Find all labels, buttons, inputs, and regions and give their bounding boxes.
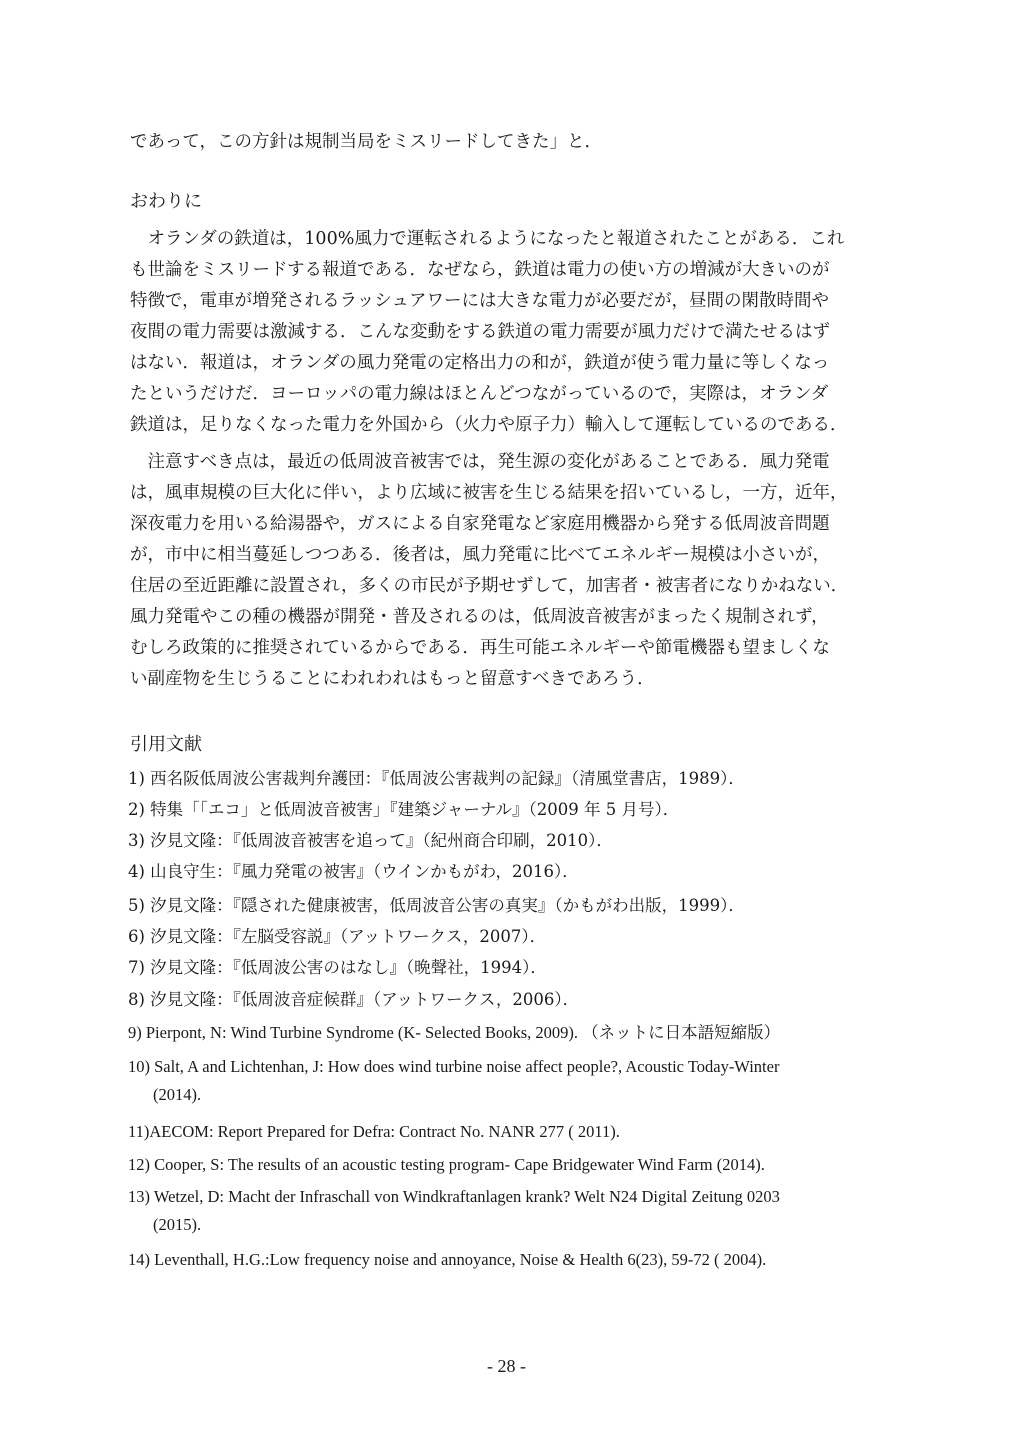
reference-item: 7) 汐見文隆：『低周波公害のはなし』（晩聲社，1994）．	[128, 958, 547, 977]
conclusion-heading: おわりに	[130, 191, 202, 212]
conclusion-line: 特徴で，電車が増発されるラッシュアワーには大きな電力が必要だが，昼間の閑散時間や	[130, 291, 829, 311]
reference-item: 4) 山良守生：『風力発電の被害』（ウインかもがわ，2016）．	[128, 862, 579, 881]
reference-item: 1) 西名阪低周波公害裁判弁護団：『低周波公害裁判の記録』（清風堂書店，1989）．	[128, 769, 745, 788]
conclusion-line: むしろ政策的に推奨されているからである．再生可能エネルギーや節電機器も望ましくな	[130, 638, 830, 658]
reference-item: 3) 汐見文隆：『低周波音被害を追って』（紀州商合印刷，2010）．	[128, 831, 613, 850]
reference-item: 11)AECOM: Report Prepared for Defra: Contract No. NANR 277 ( 2011).	[128, 1122, 620, 1141]
reference-item: 9) Pierpont, N: Wind Turbine Syndrome (K- Selected Books, 2009). （ネットに日本語短縮版）	[128, 1023, 781, 1042]
reference-item: 13) Wetzel, D: Macht der Infraschall von Windkraftanlagen krank? Welt N24 Digital Zeitung 0203	[128, 1187, 780, 1206]
conclusion-line: も世論をミスリードする報道である．なぜなら，鉄道は電力の使い方の増減が大きいのが	[130, 260, 830, 280]
conclusion-line: 夜間の電力需要は激減する．こんな変動をする鉄道の電力需要が風力だけで満たせるはず	[130, 322, 830, 342]
conclusion-line: 風力発電やこの種の機器が開発・普及されるのは，低周波音被害がまったく規制されず，	[130, 607, 829, 627]
conclusion-line: 鉄道は，足りなくなった電力を外国から（火力や原子力）輸入して運転しているのである．	[130, 415, 848, 435]
references-heading: 引用文献	[130, 734, 202, 755]
reference-item: 5) 汐見文隆：『隠された健康被害，低周波音公害の真実』（かもがわ出版，1999）．	[128, 896, 745, 915]
conclusion-line: たというだけだ．ヨーロッパの電力線はほとんどつながっているので，実際は，オランダ	[130, 384, 829, 404]
reference-item: 8) 汐見文隆：『低周波音症候群』（アットワークス，2006）．	[128, 990, 580, 1009]
conclusion-line: が，市中に相当蔓延しつつある．後者は，風力発電に比べてエネルギー規模は小さいが，	[130, 545, 830, 565]
reference-item-continuation: (2015).	[153, 1215, 202, 1234]
reference-item: 12) Cooper, S: The results of an acoustic testing program- Cape Bridgewater Wind Farm (2014).	[128, 1155, 765, 1174]
conclusion-line: 深夜電力を用いる給湯器や，ガスによる自家発電など家庭用機器から発する低周波音問題	[130, 514, 830, 534]
reference-item-continuation: (2014).	[153, 1085, 202, 1104]
conclusion-line: はない．報道は，オランダの風力発電の定格出力の和が，鉄道が使う電力量に等しくなっ	[130, 353, 830, 373]
reference-item: 2) 特集「「エコ」と低周波音被害」『建築ジャーナル』（2009 年 5 月号）．	[128, 800, 680, 819]
reference-item: 14) Leventhall, H.G.:Low frequency noise and annoyance, Noise & Health 6(23), 59-72 ( 2004).	[128, 1250, 767, 1269]
reference-item: 6) 汐見文隆：『左脳受容説』（アットワークス，2007）．	[128, 927, 547, 946]
page-number: - 28 -	[487, 1356, 526, 1376]
conclusion-line: は，風車規模の巨大化に伴い，より広域に被害を生じる結果を招いているし，一方，近年，	[130, 483, 848, 503]
reference-item: 10) Salt, A and Lichtenhan, J: How does wind turbine noise affect people?, Acoustic Today-Winter	[128, 1057, 780, 1076]
conclusion-line: い副産物を生じうることにわれわれはもっと留意すべきであろう．	[130, 669, 655, 689]
conclusion-line: 注意すべき点は，最近の低周波音被害では，発生源の変化があることである．風力発電	[130, 452, 830, 472]
intro-line: であって，この方針は規制当局をミスリードしてきた」と．	[130, 132, 602, 152]
conclusion-line: 住居の至近距離に設置され，多くの市民が予期せずして，加害者・被害者になりかねない．	[130, 576, 849, 596]
conclusion-line: オランダの鉄道は，100%風力で運転されるようになったと報道されたことがある．これ	[130, 229, 845, 249]
